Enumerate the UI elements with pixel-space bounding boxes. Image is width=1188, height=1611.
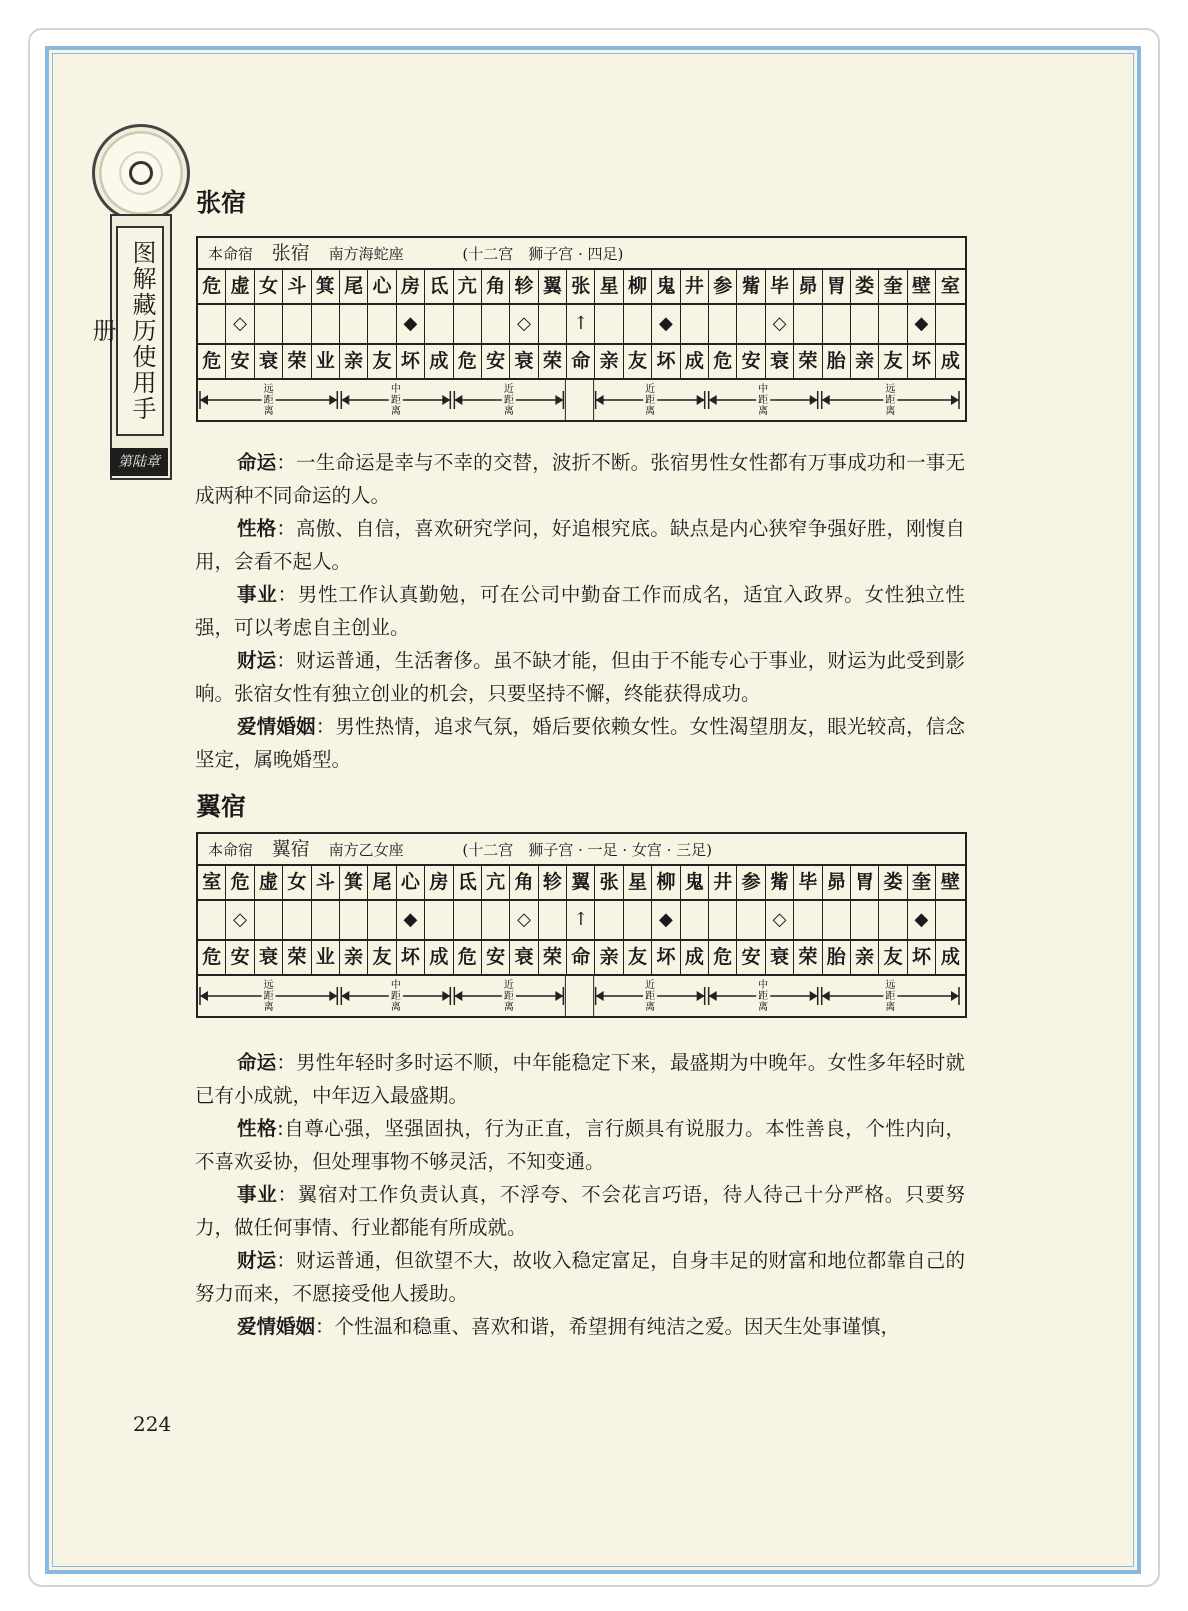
mansion-cell: 心 [397,866,425,899]
distance-arrows [198,380,961,420]
mark-cell: ↑ [567,901,595,939]
mark-cell [454,305,482,343]
mark-cell [681,901,709,939]
paragraph-text: ：翼宿对工作负责认真，不浮夸、不会花言巧语，待人待己十分严格。只要努力，做任何事情、行业都能有所成就。 [195,1183,965,1239]
relation-cell: 坏 [397,941,425,974]
mark-cell: ◇ [766,305,794,343]
distance-label: 距 [758,395,769,406]
arrowhead-icon [697,395,705,405]
relation-cell: 胎 [823,941,851,974]
mansion-cell: 轸 [539,866,567,899]
distance-label: 远 [885,384,896,395]
relation-cell: 衰 [255,345,283,378]
mark-cell [482,901,510,939]
relation-cell: 安 [482,345,510,378]
star-table [196,832,967,1018]
table-star: 翼宿 [271,838,310,860]
distance-label: 中 [390,980,401,991]
mansion-cell: 房 [425,866,453,899]
arrowhead-icon [697,991,705,1001]
mansion-cell: 箕 [340,866,368,899]
mark-cell [425,305,453,343]
mansion-cell: 昴 [794,270,822,303]
arrowhead-icon [822,991,830,1001]
book-title-vertical: 图解藏历使用手册 [116,226,164,436]
relation-cell: 成 [425,941,453,974]
paragraph-label: 命运 [237,1051,277,1074]
paragraph [195,1178,965,1244]
mansion-cell: 角 [510,866,538,899]
mansion-cell: 奎 [879,270,907,303]
relation-cell: 危 [709,941,737,974]
table-header [198,238,965,270]
distance-arrows [198,976,961,1016]
arrowhead-icon [810,395,818,405]
section-text [195,1046,965,1343]
mansion-cell: 胃 [851,866,879,899]
relation-cell: 坏 [908,345,936,378]
mark-cell [936,901,964,939]
paragraph-label: 命运 [237,451,277,474]
arrowhead-icon [596,395,604,405]
mansion-cell: 鬼 [681,866,709,899]
mansion-cell: 张 [595,866,623,899]
mark-cell: ◆ [397,305,425,343]
arrowhead-icon [951,395,959,405]
relation-cell: 亲 [595,941,623,974]
mark-cell [737,901,765,939]
relation-cell: 业 [312,345,340,378]
relation-cell: 荣 [283,941,311,974]
marks-row [198,305,965,345]
relation-cell: 危 [454,345,482,378]
mark-cell: ◆ [652,305,680,343]
paragraph-text: ：个性温和稳重、喜欢和谐，希望拥有纯洁之爱。因天生处事谨慎， [315,1315,901,1338]
distance-label: 距 [263,395,274,406]
mansion-cell: 张 [567,270,595,303]
relation-cell: 亲 [851,345,879,378]
mark-cell [879,305,907,343]
paragraph [195,446,965,512]
mansion-cell: 氐 [454,866,482,899]
mansion-cell: 亢 [482,866,510,899]
table-region: 南方海蛇座 [328,245,404,263]
paragraph-label: 事业 [237,1183,278,1206]
mansion-cell: 虚 [255,866,283,899]
mark-cell [283,901,311,939]
table-palace: (十二宫 狮子宫 · 四足) [462,245,624,263]
arrowhead-icon [709,395,717,405]
relation-cell: 衰 [510,941,538,974]
table-palace: (十二宫 狮子宫 · 一足 · 女宫 · 三足) [462,841,713,859]
arrowhead-icon [951,991,959,1001]
mansion-cell: 斗 [312,866,340,899]
arrowhead-icon [555,395,563,405]
distance-label: 中 [758,384,769,395]
paragraph-text: ：财运普通，但欲望不大，故收入稳定富足，自身丰足的财富和地位都靠自己的努力而来，不愿接受他人援助。 [195,1249,965,1305]
mansion-row [198,866,965,901]
distance-label: 中 [758,980,769,991]
mansion-cell: 房 [397,270,425,303]
relation-cell: 业 [312,941,340,974]
mansion-cell: 参 [737,866,765,899]
mark-cell: ↑ [567,305,595,343]
relation-cell: 成 [681,941,709,974]
distance-label: 离 [645,406,656,417]
paragraph-label: 财运 [237,1249,277,1272]
arrowhead-icon [810,991,818,1001]
paragraph [195,1310,965,1343]
mansion-cell: 井 [709,866,737,899]
paragraph-label: 爱情婚姻 [237,715,316,738]
distance-label: 离 [390,1002,401,1013]
mansion-cell: 室 [198,866,226,899]
relation-cell: 命 [567,941,595,974]
relation-cell: 亲 [340,941,368,974]
relation-cell: 友 [624,941,652,974]
mark-cell [823,901,851,939]
mark-cell: ◆ [397,901,425,939]
relation-cell: 坏 [652,941,680,974]
arrowhead-icon [442,991,450,1001]
paragraph [195,1244,965,1310]
mansion-cell: 尾 [368,866,396,899]
relation-cell: 衰 [510,345,538,378]
relation-cell: 荣 [794,345,822,378]
paragraph-text: ：男性工作认真勤勉，可在公司中勤奋工作而成名，适宜入政界。女性独立性强，可以考虑自主创业。 [195,583,965,639]
distance-label: 离 [390,406,401,417]
mark-cell [794,305,822,343]
mansion-cell: 亢 [454,270,482,303]
paragraph-label: 性格 [237,1117,278,1140]
marks-row [198,901,965,941]
mansion-cell: 星 [624,866,652,899]
arrowhead-icon [709,991,717,1001]
mark-cell [595,901,623,939]
mansion-cell: 井 [681,270,709,303]
paragraph-label: 事业 [237,583,278,606]
mansion-cell: 昴 [823,866,851,899]
distance-label: 近 [645,980,656,991]
mansion-cell: 鬼 [652,270,680,303]
relation-cell: 友 [879,941,907,974]
distance-label: 距 [885,991,896,1002]
mansion-cell: 壁 [940,871,960,893]
section-title: 张宿 [196,188,247,217]
section-text [195,446,965,776]
mark-cell [539,901,567,939]
decorative-seal-icon [92,124,190,222]
relation-cell: 衰 [255,941,283,974]
mansion-cell: 女 [255,270,283,303]
mark-cell [255,305,283,343]
relation-row [198,941,965,976]
arrowhead-icon [596,991,604,1001]
arrowhead-icon [555,991,563,1001]
relation-cell: 坏 [652,345,680,378]
arrowhead-icon [341,395,349,405]
page-number: 224 [133,1412,172,1436]
distance-label: 离 [885,406,896,417]
mansion-cell: 角 [482,270,510,303]
relation-cell: 成 [940,350,960,372]
distance-label: 离 [503,406,514,417]
relation-cell: 成 [425,345,453,378]
distance-label: 离 [758,1002,769,1013]
mansion-cell: 参 [709,270,737,303]
paragraph-label: 爱情婚姻 [237,1315,316,1338]
paragraph [195,644,965,710]
distance-label: 远 [885,980,896,991]
mark-cell: ◇ [510,305,538,343]
relation-cell: 安 [737,345,765,378]
arrowhead-icon [442,395,450,405]
mark-cell: ◆ [908,305,936,343]
paragraph [195,578,965,644]
arrowhead-icon [329,991,337,1001]
mansion-row [198,270,965,305]
mark-cell [340,901,368,939]
mansion-cell: 壁 [908,270,936,303]
mark-cell [198,901,226,939]
table-header [198,834,965,866]
mark-cell [454,901,482,939]
paragraph-text: :自尊心强，坚强固执，行为正直，言行颇具有说服力。本性善良，个性内向，不喜欢妥协，但处理事物不够灵活，不知变通。 [195,1117,965,1173]
relation-cell: 安 [226,941,254,974]
distance-label: 离 [263,406,274,417]
mansion-cell: 娄 [879,866,907,899]
arrowhead-icon [822,395,830,405]
paragraph-label: 性格 [237,517,277,540]
relation-cell: 荣 [794,941,822,974]
mansion-cell: 氐 [425,270,453,303]
paragraph [195,1112,965,1178]
distance-label: 离 [758,406,769,417]
distance-label: 中 [390,384,401,395]
distance-label: 距 [390,395,401,406]
mansion-cell: 柳 [652,866,680,899]
section-title: 翼宿 [196,792,247,821]
mark-cell [340,305,368,343]
mark-cell: ◆ [652,901,680,939]
mansion-cell: 翼 [539,270,567,303]
mark-cell [624,901,652,939]
mansion-cell: 娄 [851,270,879,303]
paragraph-text: ：男性年轻时多时运不顺，中年能稳定下来，最盛期为中晚年。女性多年轻时就已有小成就，中年迈入最盛期。 [195,1051,965,1107]
arrowhead-icon [454,395,462,405]
mansion-cell: 柳 [624,270,652,303]
mark-cell: ◆ [908,901,936,939]
relation-cell: 荣 [539,345,567,378]
relation-cell: 衰 [766,941,794,974]
distance-label: 距 [263,991,274,1002]
mark-cell [681,305,709,343]
relation-cell: 友 [368,345,396,378]
mark-cell [737,305,765,343]
mark-cell [794,901,822,939]
relation-cell: 安 [737,941,765,974]
distance-label: 近 [645,384,656,395]
mark-cell [595,305,623,343]
mansion-cell: 奎 [908,866,936,899]
distance-label: 远 [263,384,274,395]
mansion-cell: 尾 [340,270,368,303]
mark-cell [482,305,510,343]
relation-cell: 友 [368,941,396,974]
mark-cell: ◇ [226,901,254,939]
table-label: 本命宿 [208,245,254,263]
relation-cell: 荣 [283,345,311,378]
paragraph-text: ：高傲、自信，喜欢研究学问，好追根究底。缺点是内心狭窄争强好胜，刚愎自用，会看不起人。 [195,517,965,573]
relation-cell: 成 [681,345,709,378]
relation-cell: 亲 [851,941,879,974]
distance-label: 离 [503,1002,514,1013]
relation-cell: 友 [624,345,652,378]
distance-label: 离 [263,1002,274,1013]
arrowhead-icon [200,991,208,1001]
mark-cell [823,305,851,343]
arrowhead-icon [200,395,208,405]
mark-cell [198,305,226,343]
relation-cell: 坏 [908,941,936,974]
mark-cell: ◇ [766,901,794,939]
mark-cell [851,305,879,343]
relation-cell: 危 [454,941,482,974]
mansion-cell: 毕 [794,866,822,899]
distance-label: 离 [885,1002,896,1013]
mark-cell: ◇ [510,901,538,939]
relation-cell: 安 [482,941,510,974]
relation-cell: 危 [709,345,737,378]
relation-cell: 胎 [823,345,851,378]
paragraph-text: ：财运普通，生活奢侈。虽不缺才能，但由于不能专心于事业，财运为此受到影响。张宿女性有独立创业的机会，只要坚持不懈，终能获得成功。 [195,649,965,705]
mark-cell [283,305,311,343]
distance-label: 距 [503,991,514,1002]
paragraph [195,512,965,578]
distance-row [198,976,965,1016]
relation-cell: 友 [879,345,907,378]
mark-cell [425,901,453,939]
relation-cell: 危 [198,345,226,378]
relation-cell: 坏 [397,345,425,378]
mansion-cell: 觜 [766,866,794,899]
relation-cell: 安 [226,345,254,378]
mansion-cell: 箕 [312,270,340,303]
mansion-cell: 室 [940,275,960,297]
mark-cell [624,305,652,343]
mansion-cell: 危 [198,270,226,303]
mansion-cell: 心 [368,270,396,303]
mark-cell [255,901,283,939]
table-label: 本命宿 [208,841,254,859]
mark-cell [368,305,396,343]
relation-cell: 亲 [340,345,368,378]
relation-cell: 亲 [595,345,623,378]
distance-label: 距 [645,991,656,1002]
distance-label: 离 [645,1002,656,1013]
paragraph-label: 财运 [237,649,277,672]
mark-cell [709,305,737,343]
mark-cell [851,901,879,939]
arrowhead-icon [454,991,462,1001]
mark-cell [539,305,567,343]
relation-cell: 命 [567,345,595,378]
distance-label: 距 [390,991,401,1002]
distance-label: 远 [263,980,274,991]
table-region: 南方乙女座 [328,841,404,859]
paragraph-text: ：男性热情，追求气氛，婚后要依赖女性。女性渴望朋友，眼光较高，信念坚定，属晚婚型。 [195,715,965,771]
mansion-cell: 斗 [283,270,311,303]
mansion-cell: 轸 [510,270,538,303]
mansion-cell: 危 [226,866,254,899]
relation-cell: 成 [940,946,960,968]
mansion-cell: 虚 [226,270,254,303]
distance-label: 距 [645,395,656,406]
chapter-tag: 第陆章 [110,448,168,476]
paragraph [195,710,965,776]
mark-cell [312,901,340,939]
mark-cell [709,901,737,939]
mansion-cell: 星 [595,270,623,303]
paragraph-text: ：一生命运是幸与不幸的交替，波折不断。张宿男性女性都有万事成功和一事无成两种不同命运的人。 [195,451,965,507]
mark-cell [312,305,340,343]
arrowhead-icon [329,395,337,405]
paragraph [195,1046,965,1112]
mark-cell [879,901,907,939]
distance-label: 距 [885,395,896,406]
distance-label: 距 [758,991,769,1002]
mark-cell: ◇ [226,305,254,343]
distance-row [198,380,965,420]
relation-cell: 危 [198,941,226,974]
relation-cell: 衰 [766,345,794,378]
mansion-cell: 觜 [737,270,765,303]
star-table [196,236,967,422]
distance-label: 近 [503,384,514,395]
mark-cell [936,305,964,343]
arrowhead-icon [341,991,349,1001]
mark-cell [368,901,396,939]
relation-row [198,345,965,380]
table-star: 张宿 [271,242,310,264]
mansion-cell: 翼 [567,866,595,899]
mansion-cell: 女 [283,866,311,899]
mansion-cell: 毕 [766,270,794,303]
distance-label: 距 [503,395,514,406]
relation-cell: 荣 [539,941,567,974]
distance-label: 近 [503,980,514,991]
mansion-cell: 胃 [823,270,851,303]
